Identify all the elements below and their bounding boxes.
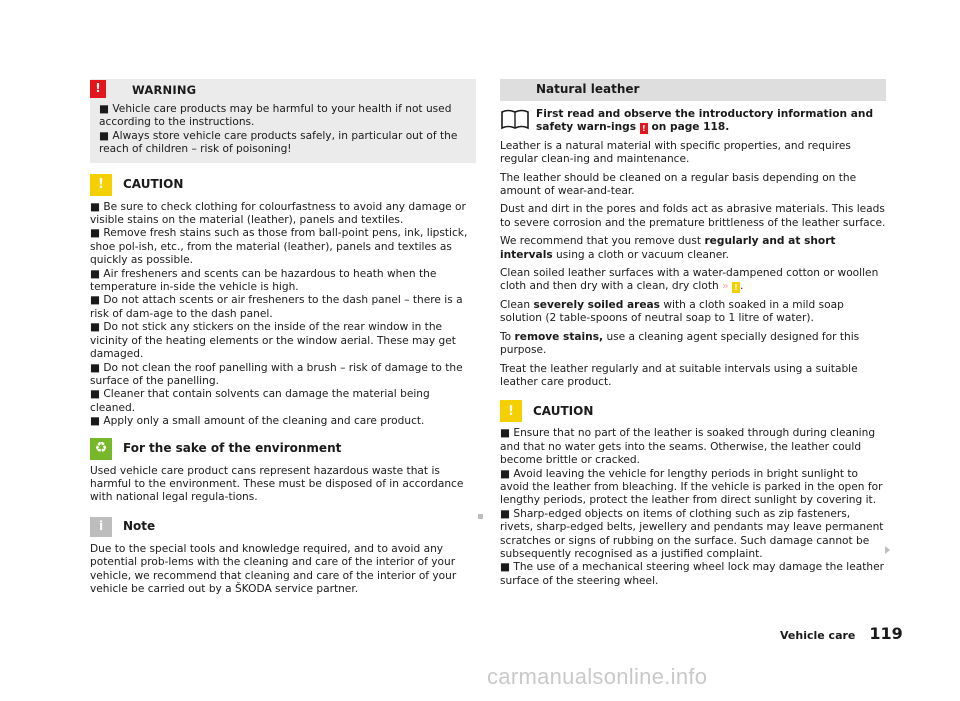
caution-icon: ! [732,282,740,293]
reference-chevron: » [722,280,729,293]
caution-item: ■ Avoid leaving the vehicle for lengthy periods in bright sunlight to avoid the leather from bleaching. If the vehicle is parked in the open for lengthy periods, protect the leather from direct sunlight by covering it. [500,467,883,507]
left-column [90,79,476,596]
paragraph: Clean severely soiled areas with a cloth soaked in a mild soap solution (2 table-spoons of neutral soap to 1 litre of water). [500,298,844,325]
page-footer [780,624,903,643]
caution-item: ■ Cleaner that contain solvents can damage the material being cleaned. [90,388,430,414]
paragraph: Treat the leather regularly and at suitable intervals using a suitable leather care product. [500,362,858,388]
paragraph: We recommend that you remove dust regularly and at short intervals using a cloth or vacuum cleaner. [500,235,836,261]
caution-icon: ! [90,174,112,196]
warning-box [90,79,476,163]
paragraph: The leather should be cleaned on a regular basis depending on the amount of wear-and-tear. [500,171,857,198]
caution-list [500,427,886,588]
paragraph: Dust and dirt in the pores and folds act as abrasive materials. This leads to severe corrosion and the premature brittleness of the leather surface. [500,203,886,229]
warning-item: ■ Vehicle care products may be harmful to your health if not used according to the instructions. [99,103,452,129]
warning-icon: ! [90,80,106,98]
caution-header [500,401,886,421]
book-icon [500,108,536,135]
environment-header [90,439,476,459]
recycle-icon: ♻ [90,438,112,460]
warning-header [90,83,468,99]
caution-list [90,201,476,429]
warning-title: WARNING [132,83,197,98]
caution-title: CAUTION [123,176,184,191]
caution-item: ■ Ensure that no part of the leather is soaked through during cleaning and that no water gets into the seams. Otherwise, the leather could become brittle or cracked. [500,427,876,467]
footer-section: Vehicle care [780,629,856,642]
caution-item: ■ The use of a mechanical steering wheel lock may damage the leather surface of the steering wheel. [500,561,884,587]
environment-title: For the sake of the environment [123,440,342,455]
paragraph: To remove stains, use a cleaning agent specially designed for this purpose. [500,330,860,357]
caution-item: ■ Do not clean the roof panelling with a brush – risk of damage to the surface of the panelling. [90,361,463,387]
caution-header [90,175,476,195]
environment-text: Used vehicle care product cans represent hazardous waste that is harmful to the environment. These must be disposed of in accordance with national legal regula-tions. [90,464,464,504]
caution-item: ■ Apply only a small amount of the cleaning and care product. [90,415,425,428]
note-header [90,517,476,537]
paragraph: Clean soiled leather surfaces with a water-dampened cotton or woollen cloth and then dry with a clean, dry cloth » ! . [500,267,879,293]
note-icon: i [90,517,112,537]
page-number: 119 [869,624,903,643]
right-column [500,79,886,588]
caution-item: ■ Sharp-edged objects on items of clothing such as zip fasteners, rivets, sharp-edged belts, jewellery and pendants may leave permanent scratches or signs of rubbing on the surface. Such damage cannot be subsequently recognised as a justified complaint. [500,507,884,560]
end-of-section-mark [478,514,483,519]
caution-item: ■ Do not stick any stickers on the inside of the rear window in the vicinity of the heating elements or the window aerial. These may get damaged. [90,321,456,361]
continued-arrow-icon [885,546,890,554]
intro-block [500,108,886,135]
caution-item: ■ Do not attach scents or air fresheners to the dash panel – there is a risk of dam-age to the dash panel. [90,294,463,320]
watermark: carmanualsonline.info [487,664,708,689]
caution-item: ■ Remove fresh stains such as those from ball-point pens, ink, lipstick, shoe pol-ish, etc., from the material (leather), panels and textiles as quickly as possible. [90,227,468,267]
paragraph: Leather is a natural material with specific properties, and requires regular clean-ing and maintenance. [500,139,851,166]
note-text: Due to the special tools and knowledge required, and to avoid any potential prob-lems with the cleaning and care of the interior of your vehicle, we recommend that cleaning and care of the interior of your vehicle be carried out by a ŠKODA service partner. [90,542,457,595]
caution-item: ■ Be sure to check clothing for colourfastness to avoid any damage or visible stains on the material (leather), panels and textiles. [90,200,466,227]
caution-item: ■ Air fresheners and scents can be hazardous to heath when the temperature in-side the vehicle is high. [90,267,437,294]
intro-text: First read and observe the introductory information and safety warn-ings ! on page 118. [536,108,874,134]
section-heading: Natural leather [500,79,886,101]
caution-icon: ! [500,400,522,422]
caution-title: CAUTION [533,403,594,418]
note-title: Note [123,519,156,534]
warning-icon: ! [640,123,648,134]
warning-item: ■ Always store vehicle care products safely, in particular out of the reach of children – risk of poisoning! [99,129,458,156]
